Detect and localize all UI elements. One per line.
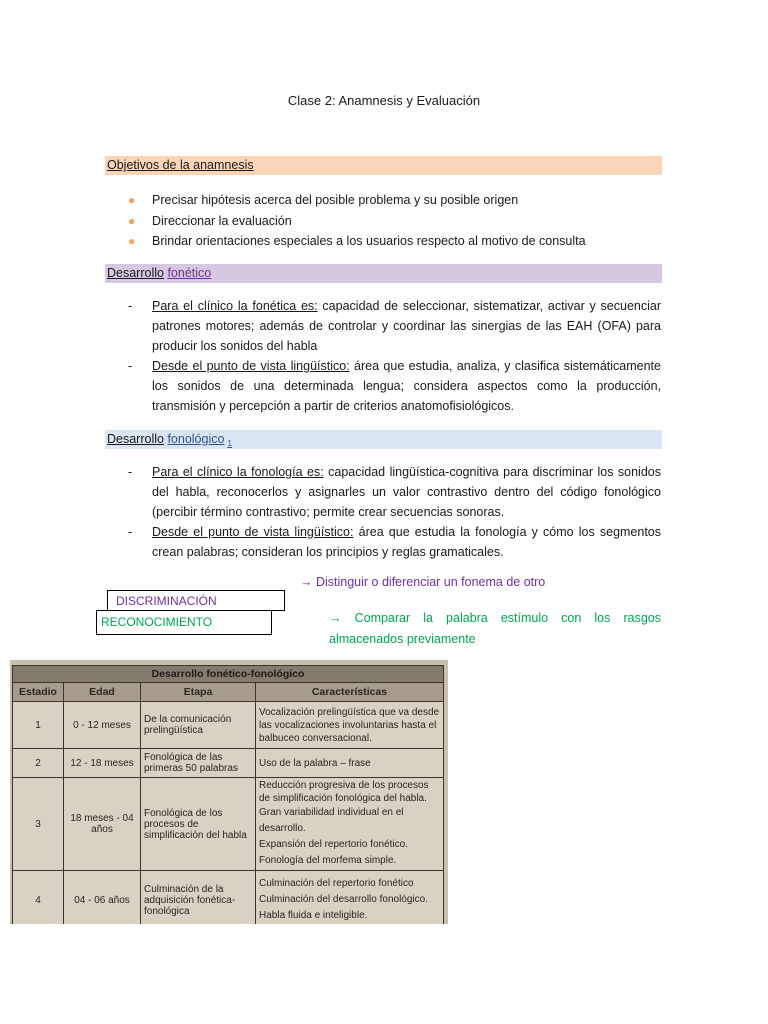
- column-header: Edad: [64, 683, 141, 702]
- table-row: 1 0 - 12 meses De la comunicación prelingüística Vocalización prelingüística que va desde las vocalizaciones involuntarias hasta el balbuceo conversacional.: [13, 702, 444, 749]
- list-item: ● Direccionar la evaluación: [125, 211, 665, 232]
- bullet-icon: ●: [128, 234, 136, 248]
- table-row: 4 04 - 06 años Culminación de la adquisición fonética-fonológica Culminación del repertorio fonético Culminación del desarrollo fonológico. Habla fluida e inteligible.: [13, 871, 444, 925]
- list-item: - Desde el punto de vista lingüístico: área que estudia, analiza, y clasifica sistemáticamente los sonidos de una determinada lengua; considera aspectos como la producción, transmisión y percepción a partir de criterios anatomofisiológicos.: [128, 359, 661, 413]
- list-item: - Para el clínico la fonología es: capacidad lingüística-cognitiva para discriminar los sonidos del habla, reconocerlos y asignarles un valor contrastivo dentro del código fonológico (percibir término contrastivo; permite crear secuencias sonoras.: [128, 465, 661, 519]
- bullet-icon: ●: [128, 213, 136, 228]
- page-title: Clase 2: Anamnesis y Evaluación: [287, 93, 481, 108]
- discriminacion-box: DISCRIMINACIÓN: [107, 590, 285, 611]
- column-header: Etapa: [141, 683, 256, 702]
- section-heading-fonologico: Desarrollo fonológico $_1$: [105, 430, 662, 449]
- development-table: [12, 665, 444, 924]
- table-row: 3 18 meses - 04 años Fonológica de los procesos de simplificación del habla Reducción progresiva de los procesos de simplificación fonológica del habla. Gran variabilidad individual en el desarrollo. Expansión del repertorio fonético. Fonología del morfema simple.: [13, 778, 444, 871]
- discriminacion-definition: → Distinguir o diferenciar un fonema de otro: [300, 575, 546, 589]
- table-row: 2 12 - 18 meses Fonológica de las primeras 50 palabras Uso de la palabra – frase: [13, 749, 444, 778]
- table-photo: [10, 660, 448, 924]
- reconocimiento-box: RECONOCIMIENTO: [96, 610, 272, 635]
- column-header: Estadio: [13, 683, 64, 702]
- column-header: Características: [256, 683, 444, 702]
- fonologico-list: [126, 462, 661, 562]
- list-item: - Desde el punto de vista lingüístico: área que estudia la fonología y cómo los segmentos crean palabras; consideran los principios y reglas gramaticales.: [128, 525, 662, 559]
- list-item: ● Precisar hipótesis acerca del posible problema y su posible origen: [125, 190, 665, 211]
- fonetico-list: [126, 296, 661, 416]
- list-item: - Para el clínico la fonética es: capacidad de seleccionar, sistematizar, activar y secuenciar patrones motores; además de controlar y coordinar las sinergias de las EAH (OFA) para producir los sonidos del habla: [128, 299, 661, 353]
- reconocimiento-definition: → Comparar la palabra estímulo con los rasgos almacenados previamente: [329, 611, 661, 646]
- footnote-ref[interactable]: 1: [227, 439, 232, 448]
- bullet-icon: ●: [128, 193, 136, 207]
- heading-text: Objetivos de la anamnesis: [107, 158, 254, 172]
- objetivos-list: [125, 190, 665, 252]
- list-item: ● Brindar orientaciones especiales a los usuarios respecto al motivo de consulta: [125, 231, 665, 252]
- section-heading-objetivos: [105, 156, 662, 175]
- table-caption: Desarrollo fonético-fonológico: [13, 666, 444, 683]
- section-heading-fonetico: Desarrollo fonético: [105, 264, 662, 283]
